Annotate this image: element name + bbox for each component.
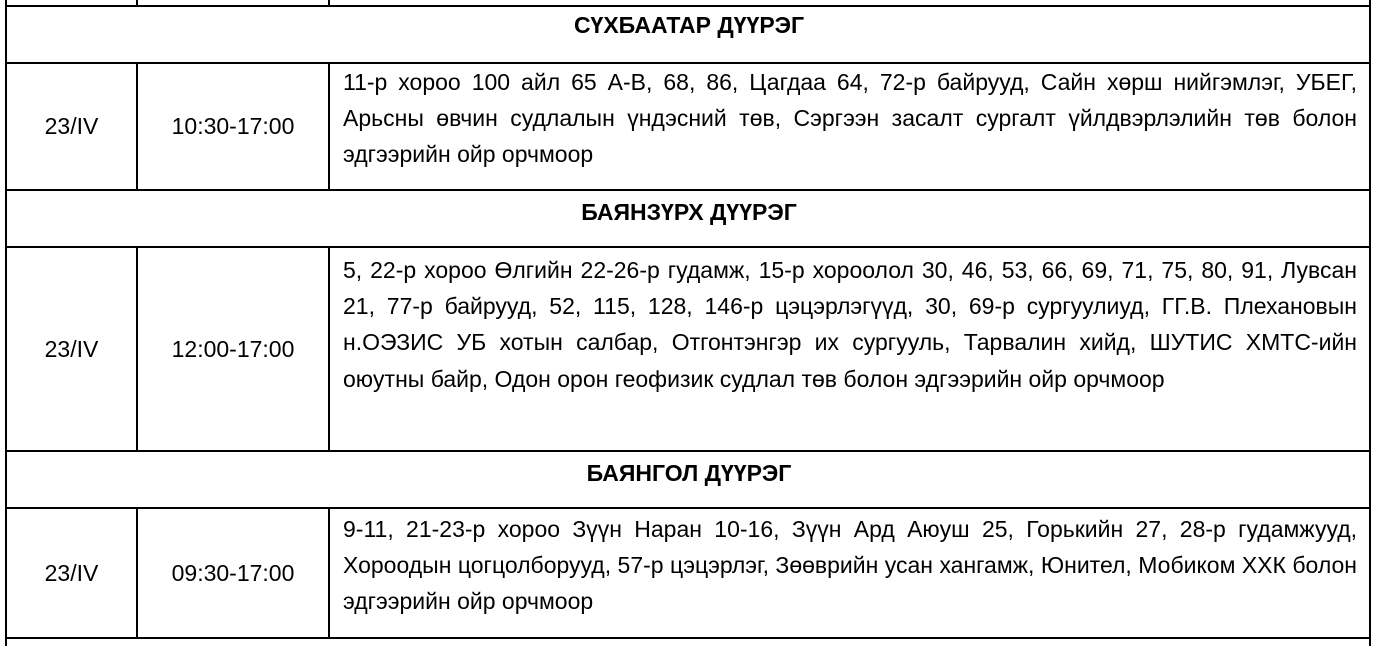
- column-divider: [328, 246, 330, 452]
- date-cell: 23/IV: [44, 113, 99, 139]
- row-divider: [5, 637, 1371, 639]
- time-cell: 09:30-17:00: [171, 559, 295, 586]
- column-divider: [328, 62, 330, 191]
- district-heading: СҮХБААТАР ДҮҮРЭГ: [573, 12, 805, 38]
- time-cell: 10:30-17:00: [171, 113, 295, 139]
- row-divider: [5, 5, 1371, 7]
- date-cell: 23/IV: [44, 335, 99, 362]
- row-divider: [5, 450, 1371, 452]
- table-border-right: [1369, 0, 1371, 646]
- affected-areas-text: 5, 22-р хороо Өлгийн 22-26-р гудамж, 15-р хороолол 30, 46, 53, 66, 69, 71, 75, 80, 91, Лувсан 21, 77-р байрууд, 52, 115, 128, 146-р цэцэрлэгүүд, 30, 69-р сургуулиуд, ГГ.В. Плехановын н.ОЭЗИС УБ хотын салбар, Отгонтэнгэр их сургууль, Тарвалин хийд, ШУТИС ХМТС-ийн оюутны байр, Одон орон геофизик судлал төв болон эдгээрийн ойр орчмоор: [343, 257, 1357, 392]
- column-divider: [328, 507, 330, 639]
- date-cell: 23/IV: [44, 559, 99, 586]
- row-divider: [5, 189, 1371, 191]
- affected-areas-text: 11-р хороо 100 айл 65 А-В, 68, 86, Цагдаа 64, 72-р байрууд, Сайн хөрш нийгэмлэг, УБЕГ, Арьсны өвчин судлалын үндэсний төв, Сэргээн засалт сургалт үйлдвэрлэлийн төв болон эдгээрийн ойр орчмоор: [343, 69, 1357, 168]
- district-heading: БАЯНЗҮРХ ДҮҮРЭГ: [581, 199, 797, 225]
- district-heading: БАЯНГОЛ ДҮҮРЭГ: [586, 460, 792, 486]
- affected-areas-text: 9-11, 21-23-р хороо Зүүн Наран 10-16, Зүүн Ард Аюуш 25, Горькийн 27, 28-р гудамжууд, Хороодын цогцолборууд, 57-р цэцэрлэг, Зөөврийн усан хангамж, Юнител, Мобиком ХХК болон эдгээрийн ойр орчмоор: [343, 516, 1357, 615]
- time-cell: 12:00-17:00: [171, 335, 295, 362]
